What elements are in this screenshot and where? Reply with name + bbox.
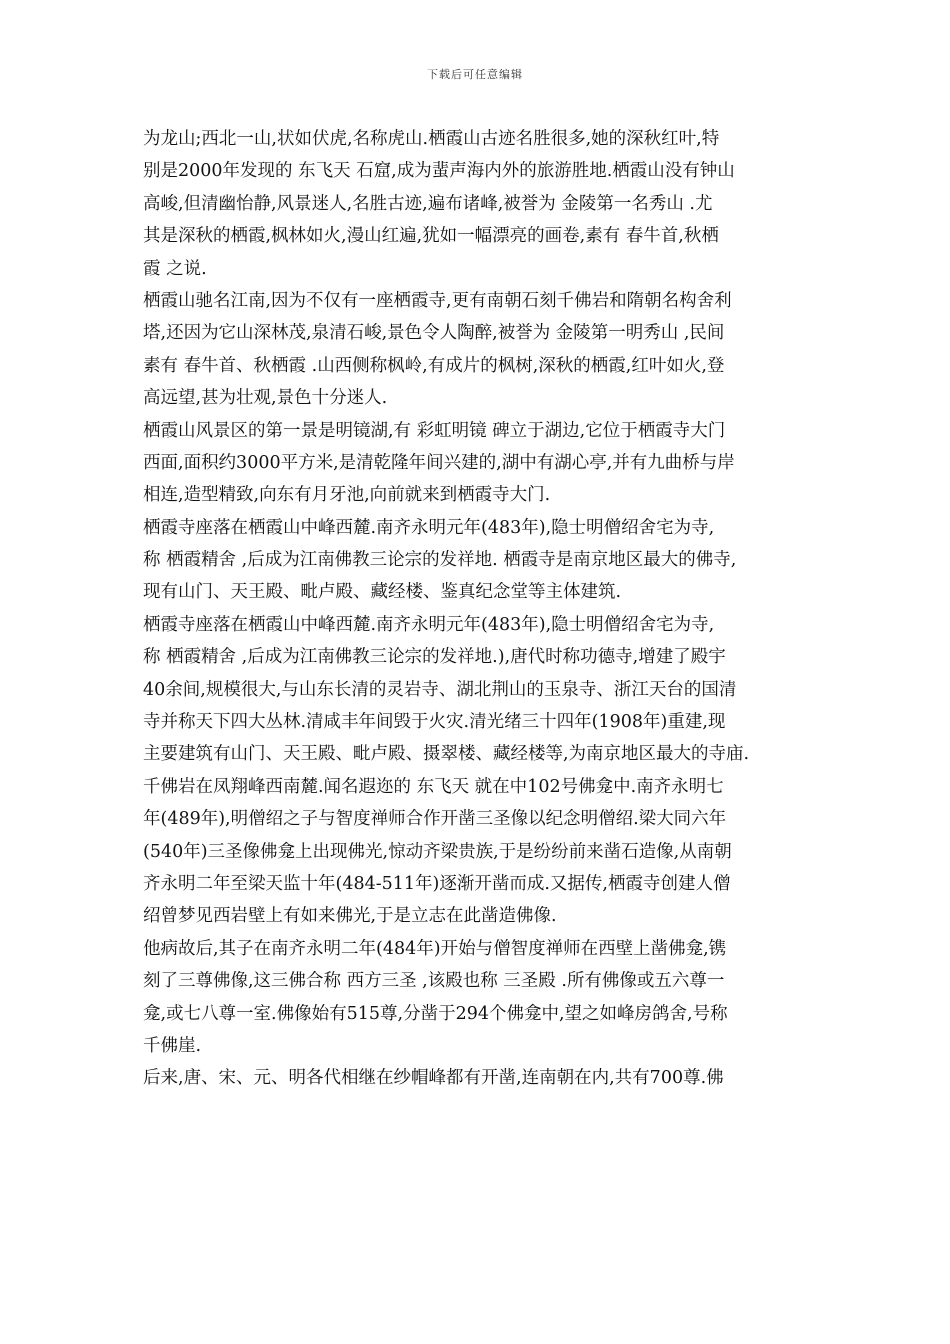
text-line: 刻了三尊佛像,这三佛合称 西方三圣 ,该殿也称 三圣殿 .所有佛像或五六尊一 xyxy=(143,971,725,992)
text-line: 龛,或七八尊一室.佛像始有515尊,分凿于294个佛龛中,望之如峰房鸽舍,号称 xyxy=(143,1003,728,1024)
text-line: 齐永明二年至梁天监十年(484-511年)逐渐开凿而成.又据传,栖霞寺创建人僧 xyxy=(143,873,731,894)
text-line: 西面,面积约3000平方米,是清乾隆年间兴建的,湖中有湖心亭,并有九曲桥与岸 xyxy=(143,452,735,473)
text-line: 年(489年),明僧绍之子与智度禅师合作开凿三圣像以纪念明僧绍.梁大同六年 xyxy=(143,809,727,830)
text-line: 高远望,甚为壮观,景色十分迷人. xyxy=(143,388,388,409)
text-line: 栖霞山驰名江南,因为不仅有一座栖霞寺,更有南朝石刻千佛岩和隋朝名构舍利 xyxy=(143,290,732,311)
text-line: 高峻,但清幽怡静,风景迷人,名胜古迹,遍布诸峰,被誉为 金陵第一名秀山 .尤 xyxy=(143,193,713,214)
text-line: 称 栖霞精舍 ,后成为江南佛教三论宗的发祥地. 栖霞寺是南京地区最大的佛寺, xyxy=(143,550,737,571)
text-line: 别是2000年发现的 东飞天 石窟,成为蜚声海内外的旅游胜地.栖霞山没有钟山 xyxy=(143,161,735,182)
text-line: 栖霞寺座落在栖霞山中峰西麓.南齐永明元年(483年),隐士明僧绍舍宅为寺, xyxy=(143,517,715,538)
text-line: 素有 春牛首、秋栖霞 .山西侧称枫岭,有成片的枫树,深秋的栖霞,红叶如火,登 xyxy=(143,355,725,376)
text-line: 主要建筑有山门、天王殿、毗卢殿、摄翠楼、藏经楼等,为南京地区最大的寺庙. xyxy=(143,744,750,765)
text-line: 称 栖霞精舍 ,后成为江南佛教三论宗的发祥地.),唐代时称功德寺,增建了殿宇 xyxy=(143,647,726,668)
text-line: (540年)三圣像佛龛上出现佛光,惊动齐梁贵族,于是纷纷前来凿石造像,从南朝 xyxy=(143,841,732,862)
text-line: 40余间,规模很大,与山东长清的灵岩寺、湖北荆山的玉泉寺、浙江天台的国清 xyxy=(143,679,737,700)
text-line: 为龙山;西北一山,状如伏虎,名称虎山.栖霞山古迹名胜很多,她的深秋红叶,特 xyxy=(143,129,720,149)
text-line: 寺并称天下四大丛林.清咸丰年间毁于火灾.清光绪三十四年(1908年)重建,现 xyxy=(143,712,726,733)
text-line: 栖霞山风景区的第一景是明镜湖,有 彩虹明镜 碑立于湖边,它位于栖霞寺大门 xyxy=(143,420,726,441)
body-text xyxy=(143,123,808,1095)
text-line: 塔,还因为它山深林茂,泉清石峻,景色令人陶醉,被誉为 金陵第一明秀山 ,民间 xyxy=(143,323,725,344)
text-line: 后来,唐、宋、元、明各代相继在纱帽峰都有开凿,连南朝在内,共有700尊.佛 xyxy=(143,1068,724,1089)
text-line: 现有山门、天王殿、毗卢殿、藏经楼、鉴真纪念堂等主体建筑. xyxy=(143,582,622,603)
text-line: 霞 之说. xyxy=(143,258,207,279)
text-line: 栖霞寺座落在栖霞山中峰西麓.南齐永明元年(483年),隐士明僧绍舍宅为寺, xyxy=(143,614,715,635)
text-line: 相连,造型精致,向东有月牙池,向前就来到栖霞寺大门. xyxy=(143,485,551,506)
page-header-note: 下载后可任意编辑 xyxy=(427,68,523,81)
text-line: 绍曾梦见西岩壁上有如来佛光,于是立志在此凿造佛像. xyxy=(143,906,557,927)
text-line: 千佛岩在凤翔峰西南麓.闻名遐迩的 东飞天 就在中102号佛龛中.南齐永明七 xyxy=(143,776,724,797)
text-line: 其是深秋的栖霞,枫林如火,漫山红遍,犹如一幅漂亮的画卷,素有 春牛首,秋栖 xyxy=(143,226,719,247)
text-line: 他病故后,其子在南齐永明二年(484年)开始与僧智度禅师在西壁上凿佛龛,镌 xyxy=(143,938,727,959)
text-line: 千佛崖. xyxy=(143,1035,202,1056)
